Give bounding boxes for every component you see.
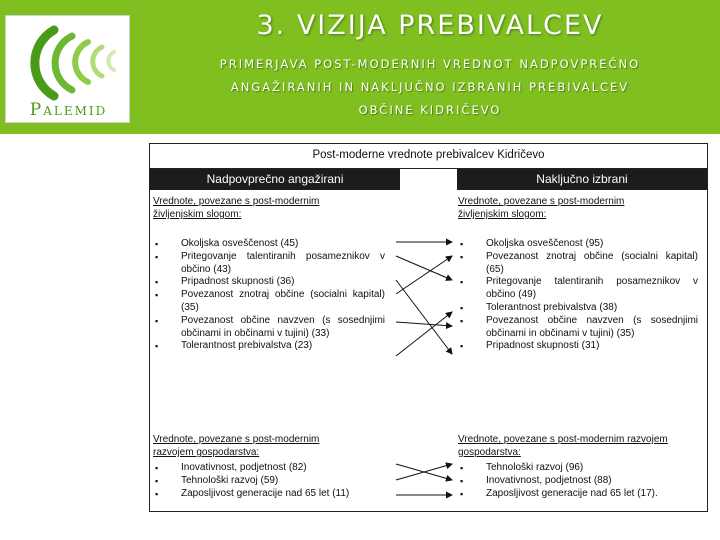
list-item: ▪ Inovativnost, podjetnost (82) [153, 462, 385, 475]
logo-text: Palemid [29, 100, 108, 120]
list-item: ▪ Povezanost znotraj občine (socialni kapital) (65) [458, 251, 698, 277]
right-column-header: Naključno izbrani [457, 169, 707, 190]
list-item: ▪ Povezanost znotraj občine (socialni kapital) (35) [153, 289, 385, 315]
page-title: 3. VIZIJA PREBIVALCEV [256, 10, 604, 41]
left-section2-heading: Vrednote, povezane s post-modernim razvojem gospodarstva: [153, 434, 320, 458]
arrow-povezanost-navzven [396, 322, 452, 326]
list-item: ▪ Zaposljivost generacije nad 65 let (11) [153, 488, 385, 501]
list-item: ▪ Pritegovanje talentiranih posameznikov v občino (49) [458, 276, 698, 302]
list-item: ▪ Tehnološki razvoj (59) [153, 475, 385, 488]
list-item: ▪ Okoljska osveščenost (45) [153, 238, 385, 251]
subtitle-line-1: PRIMERJAVA POST-MODERNIH VREDNOT NADPOVPREČNO [219, 57, 641, 71]
palemid-logo [5, 15, 130, 123]
list-item: ▪ Zaposljivost generacije nad 65 let (17). [458, 488, 698, 501]
ranking-arrows [392, 228, 458, 508]
slide-header [0, 0, 720, 134]
list-item: ▪ Povezanost občine navzven (s sosednjimi občinami in občinami v tujini) (33) [153, 315, 385, 341]
list-item: ▪ Pripadnost skupnosti (36) [153, 276, 385, 289]
arrow-tolerantnost [396, 312, 452, 356]
list-item: ▪ Tolerantnost prebivalstva (38) [458, 302, 698, 315]
list-item: ▪ Inovativnost, podjetnost (88) [458, 475, 698, 488]
arrow-pritegovanje [396, 256, 452, 280]
left-section2-list [153, 462, 385, 500]
list-item: ▪ Pripadnost skupnosti (31) [458, 340, 698, 353]
arrow-pripadnost [396, 280, 452, 354]
right-section2-list [458, 462, 698, 500]
list-item: ▪ Pritegovanje talentiranih posameznikov v občino (43) [153, 251, 385, 277]
list-item: ▪ Povezanost občine navzven (s sosednjimi občinami in občinami v tujini) (35) [458, 315, 698, 341]
table-caption: Post-moderne vrednote prebivalcev Kidričevo [150, 144, 707, 169]
subtitle-line-3: OBČINE KIDRIČEVO [358, 103, 502, 117]
right-section1-heading: Vrednote, povezane s post-modernim življenjskim slogom: [458, 196, 625, 220]
arrow-povezanost-znotraj [396, 256, 452, 294]
logo-arcs-icon [6, 16, 131, 102]
left-column-header: Nadpovprečno angažirani [150, 169, 400, 190]
list-item: ▪ Tehnološki razvoj (96) [458, 462, 698, 475]
list-item: ▪ Tolerantnost prebivalstva (23) [153, 340, 385, 353]
subtitle-line-2: ANGAŽIRANIH IN NAKLJUČNO IZBRANIH PREBIVALCEV [230, 80, 630, 94]
right-section2-heading: Vrednote, povezane s post-modernim razvojem gospodarstva: [458, 434, 668, 458]
right-section1-list [458, 238, 698, 353]
list-item: ▪ Okoljska osveščenost (95) [458, 238, 698, 251]
left-section1-list [153, 238, 385, 353]
left-section1-heading: Vrednote, povezane s post-modernim življenjskim slogom: [153, 196, 320, 220]
